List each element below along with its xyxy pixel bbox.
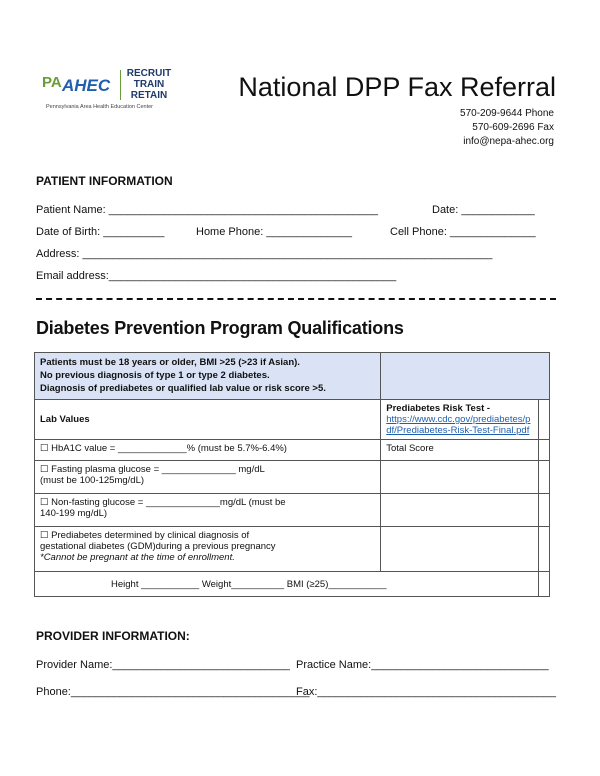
risk-test-header — [381, 400, 539, 440]
criteria-check-cell[interactable] — [381, 353, 550, 400]
logo-divider — [120, 70, 121, 100]
lab-values-header: Lab Values — [35, 400, 381, 440]
fpg-range: (must be 100-125mg/dL) — [40, 475, 145, 486]
contact-phone: 570-209-9644 Phone — [460, 108, 554, 119]
patient-heading: PATIENT INFORMATION — [36, 174, 173, 188]
fpg-row — [35, 461, 550, 494]
email-field[interactable]: Email address:_______________________________________________ — [36, 270, 397, 282]
provider-phone-field[interactable]: Phone:_______________________________________ — [36, 686, 310, 698]
ahec-logo — [40, 66, 180, 114]
risk-test-link[interactable]: https://www.cdc.gov/prediabetes/pdf/Prediabetes-Risk-Test-Final.pdf — [386, 414, 531, 436]
logo-tagline-3: RETAIN — [130, 90, 168, 101]
nfg-label: ☐ Non-fasting glucose = ______________mg/dL (must be — [40, 497, 286, 508]
nfg-check[interactable] — [539, 494, 550, 527]
date-field[interactable]: Date: ____________ — [432, 204, 535, 216]
logo-subtitle: Pennsylvania Area Health Education Center — [46, 104, 154, 110]
nfg-score-cell[interactable] — [381, 494, 539, 527]
gdm-row — [35, 527, 550, 572]
address-field[interactable]: Address: ___________________________________________________________________ — [36, 248, 493, 260]
criteria-line-1: Patients must be 18 years or older, BMI >25 (>23 if Asian). — [40, 357, 300, 368]
gdm-cell[interactable] — [35, 527, 381, 572]
fpg-score-cell[interactable] — [381, 461, 539, 494]
lab-header-check[interactable] — [539, 400, 550, 440]
fpg-cell[interactable] — [35, 461, 381, 494]
logo-ahec-text: AHEC — [62, 76, 111, 95]
cell-phone-field[interactable]: Cell Phone: ______________ — [390, 226, 536, 238]
gdm-check[interactable] — [539, 527, 550, 572]
dpp-title: Diabetes Prevention Program Qualifications — [36, 318, 404, 338]
criteria-row — [35, 353, 550, 400]
hba1c-row — [35, 440, 550, 461]
contact-email[interactable]: info@nepa-ahec.org — [463, 136, 554, 147]
provider-name-field[interactable]: Provider Name:_____________________________ — [36, 659, 290, 671]
criteria-cell — [35, 353, 381, 400]
measures-row — [35, 572, 550, 597]
measures-check[interactable] — [539, 572, 550, 597]
home-phone-field[interactable]: Home Phone: ______________ — [196, 226, 352, 238]
criteria-line-3: Diagnosis of prediabetes or qualified lab value or risk score >5. — [40, 383, 326, 394]
logo-pa-text: PA — [42, 74, 62, 91]
criteria-line-2: No previous diagnosis of type 1 or type 2 diabetes. — [40, 370, 270, 381]
nfg-cell[interactable] — [35, 494, 381, 527]
contact-fax: 570-609-2696 Fax — [472, 122, 554, 133]
hba1c-cell[interactable]: ☐ HbA1C value = _____________% (must be 5.7%-6.4%) — [35, 440, 381, 461]
nfg-row — [35, 494, 550, 527]
fpg-label: ☐ Fasting plasma glucose = ______________ mg/dL — [40, 464, 265, 475]
provider-fax-field[interactable]: Fax:_______________________________________ — [296, 686, 556, 698]
total-score-cell[interactable]: Total Score — [381, 440, 539, 461]
lab-header-row — [35, 400, 550, 440]
fpg-check[interactable] — [539, 461, 550, 494]
gdm-score-cell[interactable] — [381, 527, 539, 572]
qualifications-table — [34, 352, 550, 597]
gdm-line-2: gestational diabetes (GDM)during a previous pregnancy — [40, 541, 276, 552]
patient-name-field[interactable]: Patient Name: ____________________________________________ — [36, 204, 378, 216]
page-title: National DPP Fax Referral — [238, 72, 556, 102]
logo-tagline — [124, 68, 174, 101]
hba1c-check[interactable] — [539, 440, 550, 461]
measures-cell[interactable]: Height ___________ Weight__________ BMI (≥25)___________ — [35, 572, 539, 597]
provider-heading: PROVIDER INFORMATION: — [36, 629, 190, 643]
dashed-divider — [36, 298, 556, 300]
logo-tagline-1: RECRUIT — [126, 68, 172, 79]
dob-field[interactable]: Date of Birth: __________ — [36, 226, 165, 238]
risk-test-label: Prediabetes Risk Test - — [386, 403, 491, 414]
gdm-note: *Cannot be pregnant at the time of enrollment. — [40, 552, 235, 563]
logo-tagline-2: TRAIN — [133, 79, 165, 90]
gdm-line-1: ☐ Prediabetes determined by clinical diagnosis of — [40, 530, 250, 541]
nfg-range: 140-199 mg/dL) — [40, 508, 108, 519]
practice-name-field[interactable]: Practice Name:_____________________________ — [296, 659, 549, 671]
